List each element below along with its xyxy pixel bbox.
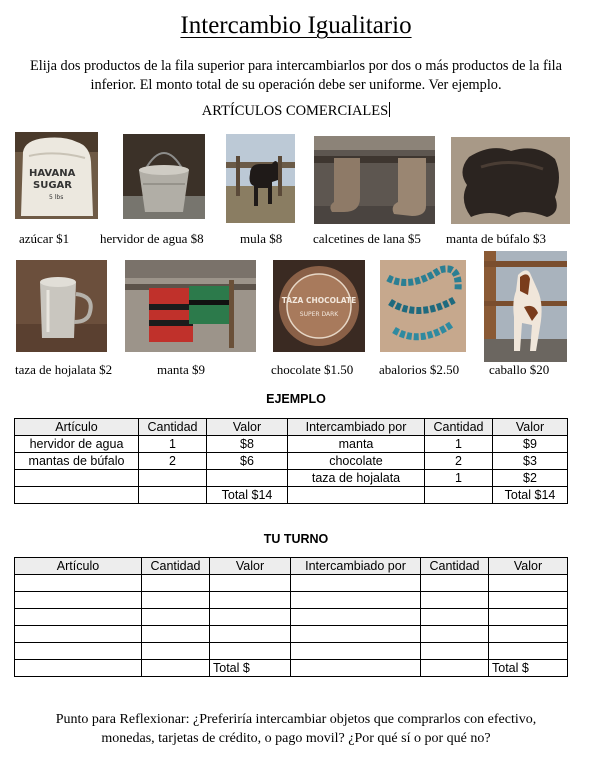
fillable-cell[interactable] bbox=[421, 660, 489, 677]
reflection-prompt: Punto para Reflexionar: ¿Preferiría intercambiar objetos que comprarlos con efectivo, monedas, tarjetas de crédito, o pago movil? ¿Por qué sí o por qué no? bbox=[55, 712, 537, 746]
fillable-cell[interactable] bbox=[291, 609, 421, 626]
table-row bbox=[15, 609, 568, 626]
table-cell: chocolate bbox=[288, 453, 425, 470]
table-cell: taza de hojalata bbox=[288, 470, 425, 487]
table-cell: 2 bbox=[425, 453, 493, 470]
example-header-row bbox=[15, 419, 568, 436]
table-cell: 1 bbox=[425, 470, 493, 487]
fillable-cell[interactable] bbox=[421, 592, 489, 609]
item-label-sugar: azúcar $1 bbox=[19, 231, 70, 246]
col-header-traded-for: Intercambiado por bbox=[291, 558, 421, 575]
table-row-total bbox=[15, 660, 568, 677]
item-label-blanket: manta $9 bbox=[157, 362, 206, 377]
fillable-cell[interactable] bbox=[142, 643, 210, 660]
table-row-total bbox=[15, 487, 568, 504]
fillable-cell[interactable] bbox=[489, 609, 568, 626]
fillable-cell[interactable] bbox=[291, 592, 421, 609]
fillable-cell[interactable] bbox=[15, 626, 142, 643]
fillable-cell[interactable] bbox=[15, 643, 142, 660]
fillable-cell[interactable] bbox=[421, 575, 489, 592]
table-cell bbox=[139, 470, 207, 487]
item-label-wool-socks: calcetines de lana $5 bbox=[313, 231, 421, 246]
item-label-chocolate: chocolate $1.50 bbox=[271, 362, 354, 377]
col-header-value-2: Valor bbox=[489, 558, 568, 575]
fillable-cell[interactable] bbox=[142, 575, 210, 592]
sugar-sack-icon bbox=[15, 132, 98, 219]
wool-socks-icon bbox=[314, 136, 435, 224]
fillable-cell[interactable] bbox=[142, 609, 210, 626]
sugar-bag-text-1: HAVANA bbox=[29, 168, 76, 179]
total-cell-right: Total $14 bbox=[493, 487, 568, 504]
col-header-quantity: Cantidad bbox=[142, 558, 210, 575]
table-cell: manta bbox=[288, 436, 425, 453]
item-label-buffalo-robe: manta de búfalo $3 bbox=[446, 231, 546, 246]
text-cursor bbox=[389, 102, 390, 117]
fillable-cell[interactable] bbox=[291, 626, 421, 643]
col-header-value: Valor bbox=[207, 419, 288, 436]
table-cell: 2 bbox=[139, 453, 207, 470]
table-row bbox=[15, 626, 568, 643]
table-cell: 1 bbox=[425, 436, 493, 453]
total-cell-left[interactable]: Total $ bbox=[210, 660, 291, 677]
fillable-cell[interactable] bbox=[291, 660, 421, 677]
item-label-tin-cup: taza de hojalata $2 bbox=[15, 362, 113, 377]
sugar-bag-text-3: 5 lbs bbox=[49, 194, 64, 201]
page-title: Intercambio Igualitario bbox=[180, 12, 412, 39]
your-turn-header-row bbox=[15, 558, 568, 575]
example-heading: EJEMPLO bbox=[266, 392, 326, 406]
fillable-cell[interactable] bbox=[15, 660, 142, 677]
table-cell: $3 bbox=[493, 453, 568, 470]
fillable-cell[interactable] bbox=[210, 575, 291, 592]
table-cell bbox=[425, 487, 493, 504]
beads-icon bbox=[380, 260, 466, 352]
buffalo-robe-icon bbox=[451, 137, 570, 224]
section-heading-text: ARTÍCULOS COMERCIALES bbox=[201, 103, 389, 119]
fillable-cell[interactable] bbox=[210, 643, 291, 660]
table-row bbox=[15, 592, 568, 609]
table-row bbox=[15, 643, 568, 660]
fillable-cell[interactable] bbox=[15, 609, 142, 626]
section-heading bbox=[0, 102, 592, 120]
col-header-quantity-2: Cantidad bbox=[421, 558, 489, 575]
item-label-kettle: hervidor de agua $8 bbox=[100, 231, 204, 246]
col-header-quantity-2: Cantidad bbox=[425, 419, 493, 436]
table-cell bbox=[15, 487, 139, 504]
fillable-cell[interactable] bbox=[15, 592, 142, 609]
fillable-cell[interactable] bbox=[142, 660, 210, 677]
table-cell: 1 bbox=[139, 436, 207, 453]
total-cell-right[interactable]: Total $ bbox=[489, 660, 568, 677]
col-header-item: Artículo bbox=[15, 419, 139, 436]
table-cell bbox=[139, 487, 207, 504]
total-cell-left: Total $14 bbox=[207, 487, 288, 504]
table-row bbox=[15, 453, 568, 470]
example-table bbox=[14, 418, 568, 504]
table-cell: $6 bbox=[207, 453, 288, 470]
table-row bbox=[15, 470, 568, 487]
sugar-bag-text-2: SUGAR bbox=[33, 180, 72, 191]
mule-icon bbox=[226, 134, 295, 223]
fillable-cell[interactable] bbox=[489, 592, 568, 609]
col-header-value: Valor bbox=[210, 558, 291, 575]
chocolate-disc-text-2: SUPER DARK bbox=[299, 311, 339, 318]
item-label-horse: caballo $20 bbox=[489, 362, 550, 377]
horse-icon bbox=[484, 251, 567, 362]
tin-cup-icon bbox=[16, 260, 107, 352]
your-turn-table bbox=[14, 557, 568, 677]
table-cell bbox=[207, 470, 288, 487]
fillable-cell[interactable] bbox=[142, 626, 210, 643]
table-cell bbox=[15, 470, 139, 487]
blanket-icon bbox=[125, 260, 256, 352]
table-row bbox=[15, 436, 568, 453]
fillable-cell[interactable] bbox=[210, 609, 291, 626]
table-row bbox=[15, 575, 568, 592]
fillable-cell[interactable] bbox=[210, 592, 291, 609]
fillable-cell[interactable] bbox=[210, 626, 291, 643]
chocolate-disc-text-1: TAZA CHOCOLATE bbox=[281, 296, 357, 305]
fillable-cell[interactable] bbox=[291, 643, 421, 660]
col-header-value-2: Valor bbox=[493, 419, 568, 436]
col-header-item: Artículo bbox=[15, 558, 142, 575]
fillable-cell[interactable] bbox=[142, 592, 210, 609]
bucket-icon bbox=[123, 134, 205, 219]
table-cell: $9 bbox=[493, 436, 568, 453]
item-label-mule: mula $8 bbox=[240, 231, 283, 246]
fillable-cell[interactable] bbox=[421, 643, 489, 660]
fillable-cell[interactable] bbox=[489, 643, 568, 660]
col-header-traded-for: Intercambiado por bbox=[288, 419, 425, 436]
table-cell: hervidor de agua bbox=[15, 436, 139, 453]
item-label-beads: abalorios $2.50 bbox=[379, 362, 460, 377]
col-header-quantity: Cantidad bbox=[139, 419, 207, 436]
fillable-cell[interactable] bbox=[489, 626, 568, 643]
table-cell: mantas de búfalo bbox=[15, 453, 139, 470]
instructions: Elija dos productos de la fila superior para intercambiarlos por dos o más productos de la fila inferior. El monto total de su operación debe ser uniforme. Ver ejemplo. bbox=[29, 58, 562, 93]
fillable-cell[interactable] bbox=[421, 626, 489, 643]
chocolate-disc-icon bbox=[273, 260, 365, 352]
fillable-cell[interactable] bbox=[489, 575, 568, 592]
fillable-cell[interactable] bbox=[15, 575, 142, 592]
your-turn-heading: TU TURNO bbox=[263, 532, 329, 546]
fillable-cell[interactable] bbox=[421, 609, 489, 626]
table-cell bbox=[288, 487, 425, 504]
fillable-cell[interactable] bbox=[291, 575, 421, 592]
table-cell: $8 bbox=[207, 436, 288, 453]
table-cell: $2 bbox=[493, 470, 568, 487]
